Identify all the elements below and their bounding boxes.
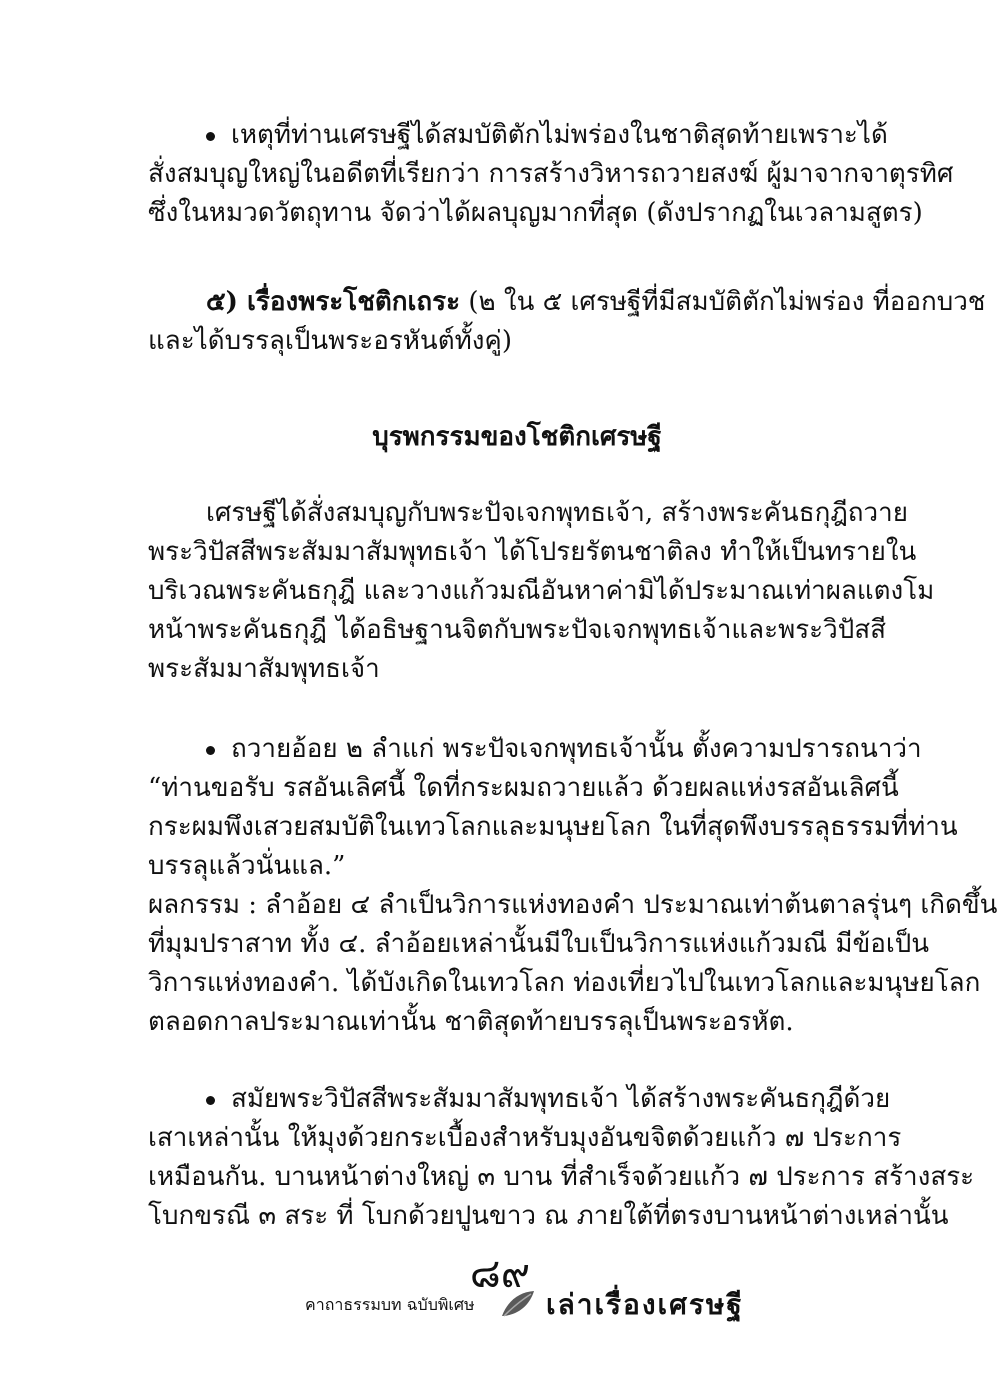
paragraph-6-line-3: เหมือนกัน. บานหน้าต่างใหญ่ ๓ บาน ที่สำเร็จด้วยแก้ว ๗ ประการ สร้างสระ <box>148 1162 975 1192</box>
section-heading: บุรพกรรมของโชติกเศรษฐี <box>372 422 662 452</box>
paragraph-3 <box>148 494 935 689</box>
paragraph-1-line-1 <box>148 116 886 155</box>
paragraph-6 <box>148 1080 975 1236</box>
text: สมัยพระวิปัสสีพระสัมมาสัมพุทธเจ้า ได้สร้างพระคันธกุฎีด้วย <box>231 1084 891 1114</box>
paragraph-3-line-5: พระสัมมาสัมพุทธเจ้า <box>148 654 380 684</box>
paragraph-6-line-1 <box>148 1080 891 1119</box>
paragraph-2 <box>148 283 986 361</box>
paragraph-3-line-2: พระวิปัสสีพระสัมมาสัมพุทธเจ้า ได้โปรยรัตนชาติลง ทำให้เป็นทรายใน <box>148 537 917 567</box>
paragraph-5-line-4: ตลอดกาลประมาณเท่านั้น ชาติสุดท้ายบรรลุเป็นพระอรหัต. <box>148 1007 794 1037</box>
paragraph-5-line-1: ผลกรรม : ลำอ้อย ๔ ลำเป็นวิการแห่งทองคำ ประมาณเท่าต้นตาลรุ่นๆ เกิดขึ้น <box>148 890 998 920</box>
text: เหตุที่ท่านเศรษฐีได้สมบัติตักไม่พร่องในชาติสุดท้ายเพราะได้ <box>231 120 888 150</box>
series-title: เล่าเรื่องเศรษฐี <box>546 1288 744 1321</box>
paragraph-5-line-2: ที่มุมปราสาท ทั้ง ๔. ลำอ้อยเหล่านั้นมีใบเป็นวิการแห่งแก้วมณี มีข้อเป็น <box>148 929 930 959</box>
paragraph-2-line-2: และได้บรรลุเป็นพระอรหันต์ทั้งคู่) <box>148 326 512 356</box>
paragraph-1 <box>148 116 954 233</box>
paragraph-4-line-2: “ท่านขอรับ รสอันเลิศนี้ ใดที่กระผมถวายแล้ว ด้วยผลแห่งรสอันเลิศนี้ <box>148 773 899 803</box>
text: ถวายอ้อย ๒ ลำแก่ พระปัจเจกพุทธเจ้านั้น ตั้งความปรารถนาว่า <box>231 734 922 764</box>
paragraph-1-line-2: สั่งสมบุญใหญ่ในอดีตที่เรียกว่า การสร้างวิหารถวายสงฆ์ ผู้มาจากจาตุรทิศ <box>148 159 954 189</box>
paragraph-4-line-1 <box>148 730 922 769</box>
paragraph-6-line-4: โบกขรณี ๓ สระ ที่ โบกด้วยปูนขาว ณ ภายใต้ที่ตรงบานหน้าต่างเหล่านั้น <box>148 1201 949 1231</box>
paragraph-5-line-3: วิการแห่งทองคำ. ได้บังเกิดในเทวโลก ท่องเที่ยวไปในเทวโลกและมนุษยโลก <box>148 968 981 998</box>
paragraph-3-line-3: บริเวณพระคันธกุฎี และวางแก้วมณีอันหาค่ามิได้ประมาณเท่าผลแตงโม <box>148 576 935 606</box>
paragraph-2-line-1 <box>148 283 986 322</box>
story-note: (๒ ใน ๕ เศรษฐีที่มีสมบัติตักไม่พร่อง ที่ออกบวช <box>460 287 986 317</box>
leaf-icon <box>498 1288 538 1320</box>
paragraph-3-line-1: เศรษฐีได้สั่งสมบุญกับพระปัจเจกพุทธเจ้า, สร้างพระคันธกุฎีถวาย <box>206 498 908 528</box>
paragraph-3-line-4: หน้าพระคันธกุฎี ได้อธิษฐานจิตกับพระปัจเจกพุทธเจ้าและพระวิปัสสี <box>148 615 886 645</box>
paragraph-6-line-2: เสาเหล่านั้น ให้มุงด้วยกระเบื้องสำหรับมุงอันขจิตด้วยแก้ว ๗ ประการ <box>148 1123 902 1153</box>
page-number: ๘๙ <box>469 1251 531 1297</box>
section-heading-wrap <box>148 418 886 457</box>
leaf-icon-svg <box>498 1288 538 1320</box>
bullet-icon <box>206 132 215 141</box>
paragraph-1-line-3: ซึ่งในหมวดวัตถุทาน จัดว่าได้ผลบุญมากที่สุด (ดังปรากฏในเวลามสูตร) <box>148 198 923 228</box>
bullet-icon <box>206 746 215 755</box>
paragraph-5 <box>148 886 998 1042</box>
story-title: ๕) เรื่องพระโชติกเถระ <box>206 287 461 317</box>
paragraph-4 <box>148 730 958 886</box>
book-title: คาถาธรรมบท ฉบับพิเศษ <box>305 1295 475 1314</box>
paragraph-4-line-3: กระผมพึงเสวยสมบัติในเทวโลกและมนุษยโลก ในที่สุดพึงบรรลุธรรมที่ท่าน <box>148 812 958 842</box>
paragraph-4-line-4: บรรลุแล้วนั่นแล.” <box>148 851 346 881</box>
bullet-icon <box>206 1096 215 1105</box>
